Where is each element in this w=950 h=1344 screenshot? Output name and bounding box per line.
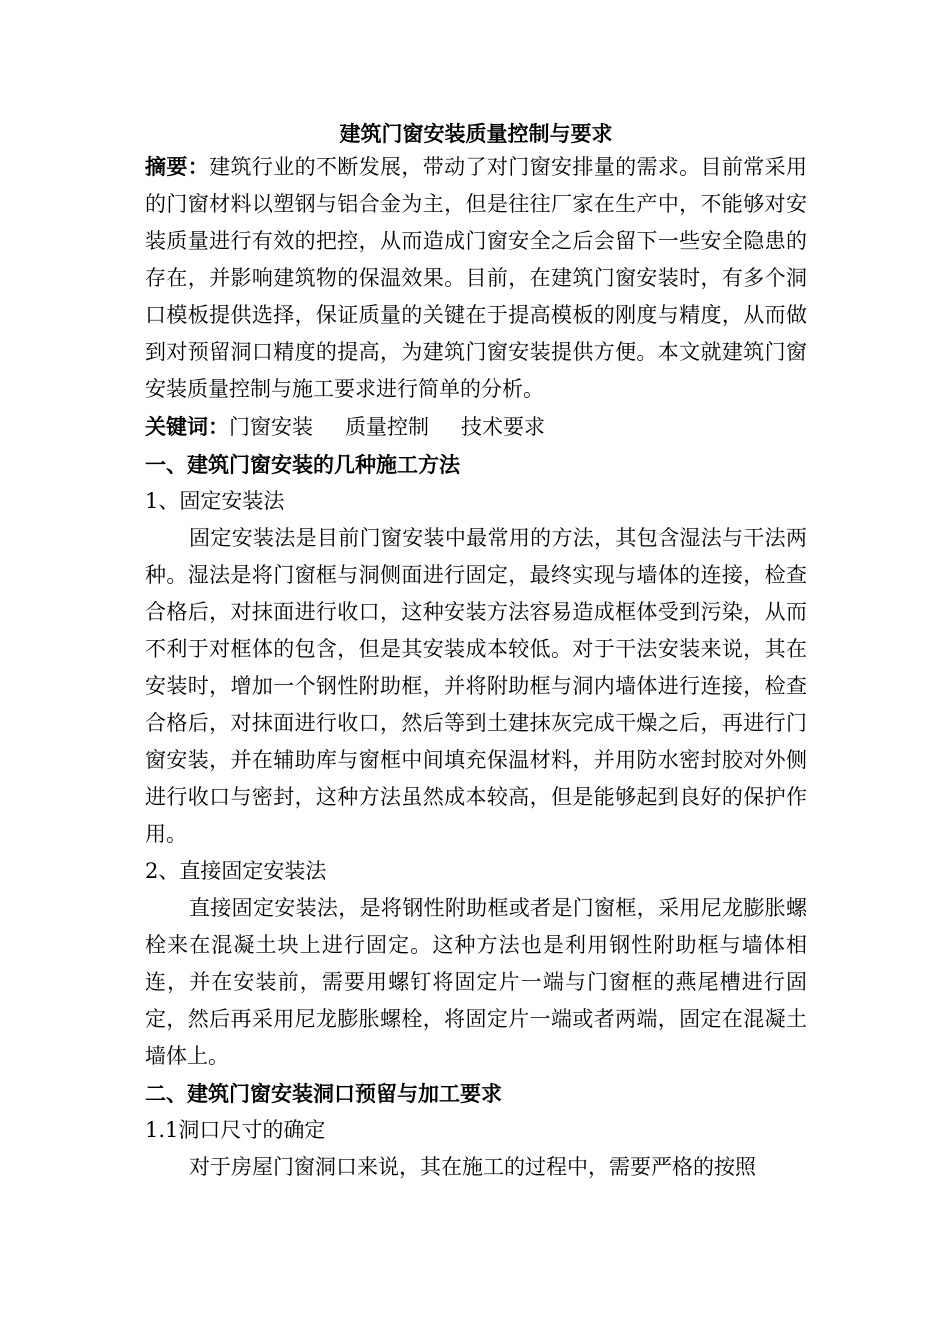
- keywords-label: 关键词：: [145, 414, 229, 439]
- keyword-item: 技术要求: [461, 415, 545, 439]
- body-paragraph: 固定安装法是目前门窗安装中最常用的方法，其包含湿法与干法两种。湿法是将门窗框与洞侧面进行固定，最终实现与墙体的连接，检查合格后，对抹面进行收口，这种安装方法容易造成框体受到污染，从而不利于对框体的包含，但是其安装成本较低。对于干法安装来说，其在安装时，增加一个钢性附助框，并将附助框与洞内墙体进行连接，检查合格后，对抹面进行收口，然后等到土建抹灰完成干燥之后，再进行门窗安装，并在辅助库与窗框中间填充保温材料，并用防水密封胶对外侧进行收口与密封，这种方法虽然成本较高，但是能够起到良好的保护作用。: [145, 526, 807, 846]
- section-heading: 二、建筑门窗安装洞口预留与加工要求: [145, 1081, 502, 1106]
- subsection-heading: 1.1洞口尺寸的确定: [145, 1118, 326, 1142]
- subsection-heading: 2、直接固定安装法: [145, 859, 327, 883]
- document-title: 建筑门窗安装质量控制与要求: [339, 121, 613, 146]
- body-paragraph: 直接固定安装法，是将钢性附助框或者是门窗框，采用尼龙膨胀螺栓来在混凝土块上进行固定。这种方法也是利用钢性附助框与墙体相连，并在安装前，需要用螺钉将固定片一端与门窗框的燕尾槽进行固定，然后再采用尼龙膨胀螺栓，将固定片一端或者两端，固定在混凝土墙体上。: [145, 896, 807, 1068]
- abstract-label: 摘要：: [145, 154, 210, 179]
- abstract-paragraph: [145, 148, 807, 408]
- subsection-heading: 1、固定安装法: [145, 489, 285, 513]
- section-heading: 一、建筑门窗安装的几种施工方法: [145, 452, 460, 477]
- body-paragraph: 对于房屋门窗洞口来说，其在施工的过程中，需要严格的按照: [189, 1155, 756, 1179]
- keyword-item: 门窗安装: [229, 415, 313, 439]
- keyword-item: 质量控制: [345, 415, 429, 439]
- keywords-line: [145, 408, 807, 446]
- abstract-text: 建筑行业的不断发展，带动了对门窗安排量的需求。目前常采用的门窗材料以塑钢与铝合金为主，但是往往厂家在生产中，不能够对安装质量进行有效的把控，从而造成门窗安全之后会留下一些安全隐患的存在，并影响建筑物的保温效果。目前，在建筑门窗安装时，有多个洞口模板提供选择，保证质量的关键在于提高模板的刚度与精度，从而做到对预留洞口精度的提高，为建筑门窗安装提供方便。本文就建筑门窗安装质量控制与施工要求进行简单的分析。: [145, 155, 808, 401]
- document-page: [145, 120, 807, 1186]
